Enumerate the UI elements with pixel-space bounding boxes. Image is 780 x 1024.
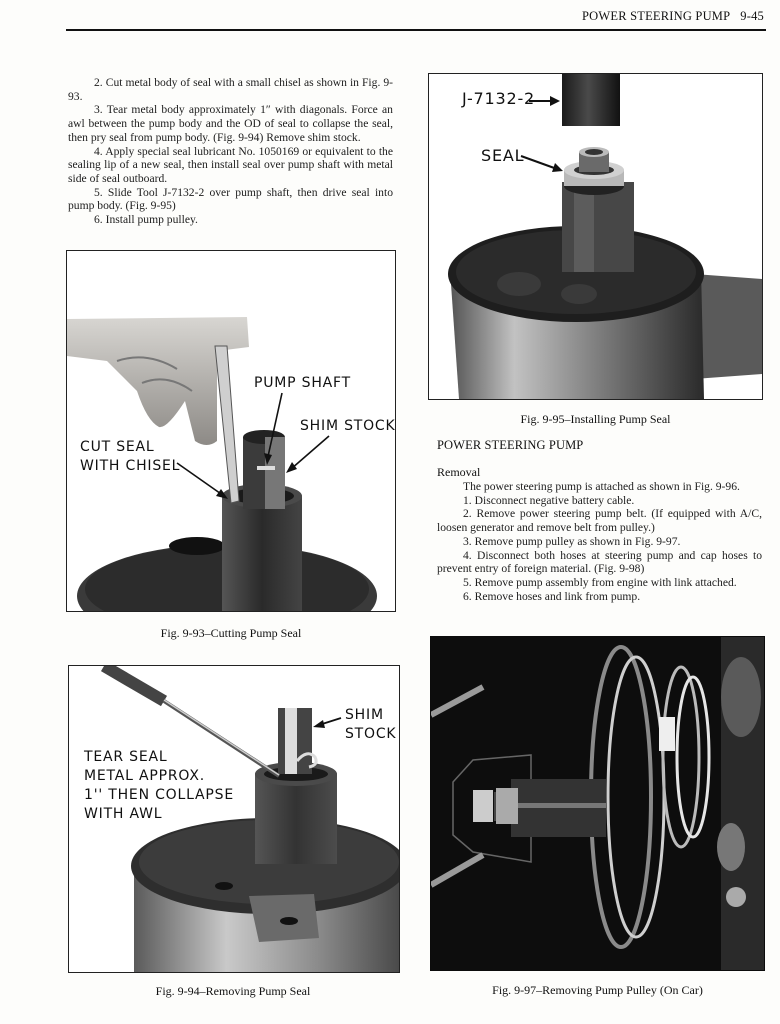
step-paragraph: 4. Disconnect both hoses at steering pump and cap hoses to prevent entry of foreign material. (Fig. 9-98) <box>437 548 763 576</box>
subsection-title-removal: Removal <box>437 465 481 479</box>
figure-9-97-photo <box>430 636 765 971</box>
right-column-steps <box>437 480 762 603</box>
step-paragraph: 6. Remove hoses and link from pump. <box>463 589 641 603</box>
figure-9-95-caption: Fig. 9-95–Installing Pump Seal <box>520 412 671 426</box>
header-rule <box>66 29 766 31</box>
callout-seal: SEAL <box>481 146 525 165</box>
callout-cut-seal: CUT SEAL WITH CHISEL <box>80 439 181 474</box>
callout-tool-j-7132-2: J-7132-2 <box>462 89 535 108</box>
step-paragraph: 4. Apply special seal lubricant No. 1050169 or equivalent to the sealing lip of a new seal, then install seal over pump shaft with metal side of seal outboard. <box>68 144 394 185</box>
figure-9-93-photo <box>66 250 396 612</box>
step-paragraph: 2. Remove power steering pump belt. (If equipped with A/C, loosen generator and remove belt from pulley.) <box>437 507 762 535</box>
callout-tear-seal: TEAR SEAL METAL APPROX. 1'' THEN COLLAPSE WITH AWL <box>84 749 234 822</box>
section-title: POWER STEERING PUMP <box>437 438 584 452</box>
step-paragraph: 3. Remove pump pulley as shown in Fig. 9-97. <box>463 534 681 548</box>
left-column-steps <box>68 76 393 227</box>
callout-shim-stock: SHIM STOCK <box>300 418 396 434</box>
figure-9-94-photo <box>68 665 400 973</box>
figure-9-93-caption: Fig. 9-93–Cutting Pump Seal <box>160 626 302 640</box>
header-section-title: POWER STEERING PUMP <box>582 9 731 23</box>
page-number: 9-45 <box>740 9 764 23</box>
installing-seal-illustration <box>429 74 762 399</box>
step-paragraph: 1. Disconnect negative battery cable. <box>463 493 635 507</box>
step-paragraph: 5. Slide Tool J-7132-2 over pump shaft, then drive seal into pump body. (Fig. 9-95) <box>68 185 393 213</box>
figure-9-97-caption: Fig. 9-97–Removing Pump Pulley (On Car) <box>492 983 703 997</box>
step-paragraph: 3. Tear metal body approximately 1″ with diagonals. Force an awl between the pump body and the OD of seal to collapse the seal, then pry seal from pump body. (Fig. 9-94) Remove shim stock. <box>68 103 393 144</box>
removing-pulley-illustration <box>431 637 764 970</box>
figure-9-94-caption: Fig. 9-94–Removing Pump Seal <box>155 984 311 998</box>
callout-pump-shaft: PUMP SHAFT <box>254 375 352 391</box>
intro-paragraph: The power steering pump is attached as shown in Fig. 9-96. <box>463 480 740 493</box>
step-paragraph: 5. Remove pump assembly from engine with link attached. <box>463 575 737 589</box>
step-paragraph: 2. Cut metal body of seal with a small chisel as shown in Fig. 9-93. <box>68 76 393 103</box>
step-paragraph: 6. Install pump pulley. <box>94 213 198 227</box>
figure-9-95-photo <box>428 73 763 400</box>
callout-shim-stock: SHIM STOCK <box>345 707 397 742</box>
running-header <box>582 9 764 24</box>
